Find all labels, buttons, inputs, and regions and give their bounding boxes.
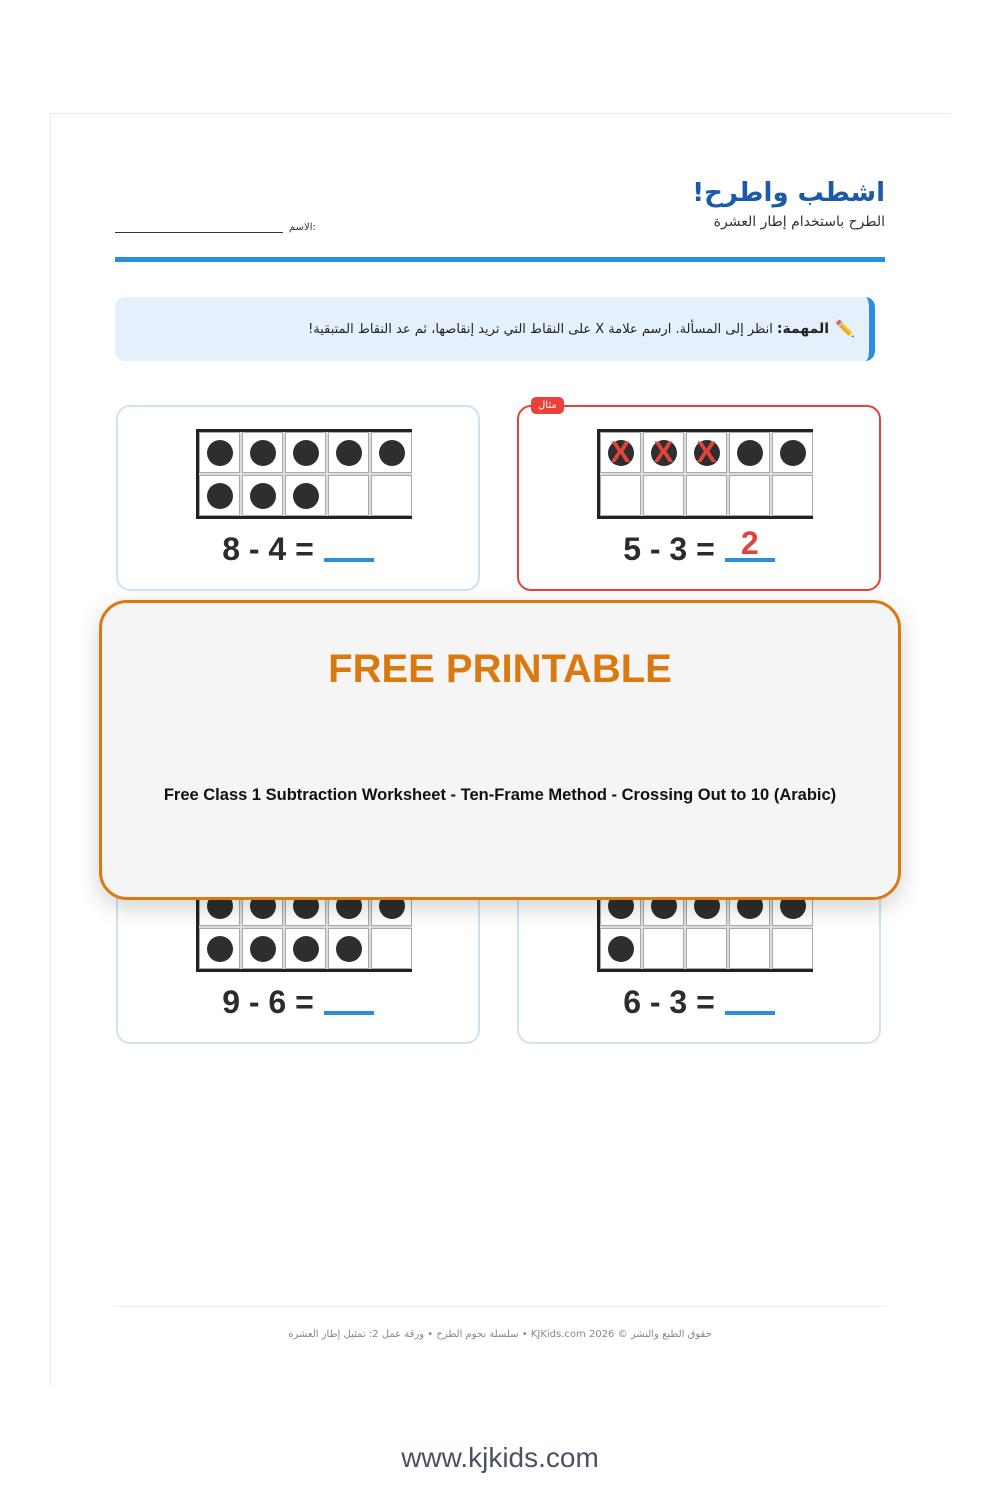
frame-cell-empty[interactable] [600,475,641,516]
free-printable-banner [99,600,901,900]
frame-cell[interactable] [772,432,813,473]
frame-cell[interactable] [328,432,369,473]
frame-cell[interactable] [242,928,283,969]
frame-cell[interactable] [285,928,326,969]
dot-icon [250,936,276,962]
dot-icon [250,483,276,509]
answer-blank[interactable] [324,528,374,562]
dot-icon [336,936,362,962]
cross-x-icon: X [653,435,674,469]
dot-icon [293,483,319,509]
problem-card-1 [116,405,480,591]
pencil-icon: ✏️ [835,321,855,338]
frame-cell-empty[interactable] [729,475,770,516]
frame-cell-empty[interactable] [729,928,770,969]
ten-frame [597,429,813,519]
dot-icon [250,440,276,466]
dot-icon [608,936,634,962]
answer-blank[interactable]: 2 [725,528,775,562]
equation [118,531,478,568]
frame-cell[interactable] [285,475,326,516]
example-card [517,400,881,591]
equation [118,984,478,1021]
banner-heading: FREE PRINTABLE [328,647,672,691]
dot-icon [737,440,763,466]
frame-cell[interactable] [285,432,326,473]
frame-cell[interactable] [242,475,283,516]
name-label: الاسم: [289,222,316,233]
answer-blank[interactable] [324,981,374,1015]
equation-text: 9 - 6 = [222,984,314,1020]
frame-cell-empty[interactable] [328,475,369,516]
frame-cell-empty[interactable] [643,928,684,969]
instruction-text: انظر إلى المسألة. ارسم علامة X على النقاط التي تريد إنقاصها، ثم عد النقاط المتبقية! [308,321,773,337]
dot-icon [207,483,233,509]
frame-cell-crossed[interactable] [686,432,727,473]
equation [519,525,879,568]
header-divider [115,257,885,262]
worksheet-subtitle: الطرح باستخدام إطار العشرة [713,214,885,230]
dot-icon [336,440,362,466]
frame-cell-crossed[interactable] [643,432,684,473]
dot-icon [379,440,405,466]
frame-cell-empty[interactable] [772,475,813,516]
instruction-box [115,297,875,361]
dot-icon [207,936,233,962]
frame-cell[interactable] [242,432,283,473]
frame-cell[interactable] [729,432,770,473]
footer-divider [115,1306,885,1307]
site-url[interactable]: www.kjkids.com [401,1442,599,1473]
footer-copyright: حقوق الطبع والنشر © 2026 KJKids.com • سلسلة نجوم الطرح • ورقة عمل 2: تمثيل إطار العشرة [288,1329,712,1340]
frame-cell-crossed[interactable] [600,432,641,473]
frame-cell[interactable] [199,928,240,969]
frame-cell-empty[interactable] [686,928,727,969]
dot-icon [207,440,233,466]
name-field[interactable] [115,218,316,233]
example-badge: مثال [531,397,564,414]
dot-icon [293,936,319,962]
frame-cell-empty[interactable] [371,928,412,969]
cross-x-icon: X [696,435,717,469]
worksheet-title: اشطب واطرح! [692,178,885,208]
equation-text: 5 - 3 = [623,531,715,567]
answer-blank[interactable] [725,981,775,1015]
cross-x-icon: X [610,435,631,469]
instruction-label: المهمة: [776,321,830,337]
frame-cell[interactable] [199,432,240,473]
banner-description: Free Class 1 Subtraction Worksheet - Ten-Frame Method - Crossing Out to 10 (Arabic) [163,786,837,804]
frame-cell[interactable] [328,928,369,969]
frame-cell-empty[interactable] [686,475,727,516]
dot-icon [293,440,319,466]
equation-text: 6 - 3 = [623,984,715,1020]
frame-cell-empty[interactable] [371,475,412,516]
frame-cell-empty[interactable] [772,928,813,969]
frame-cell[interactable] [600,928,641,969]
dot-icon [780,440,806,466]
frame-cell[interactable] [371,432,412,473]
frame-cell[interactable] [199,475,240,516]
ten-frame [196,429,412,519]
name-input-line[interactable] [115,218,283,233]
equation [519,984,879,1021]
equation-text: 8 - 4 = [222,531,314,567]
frame-cell-empty[interactable] [643,475,684,516]
